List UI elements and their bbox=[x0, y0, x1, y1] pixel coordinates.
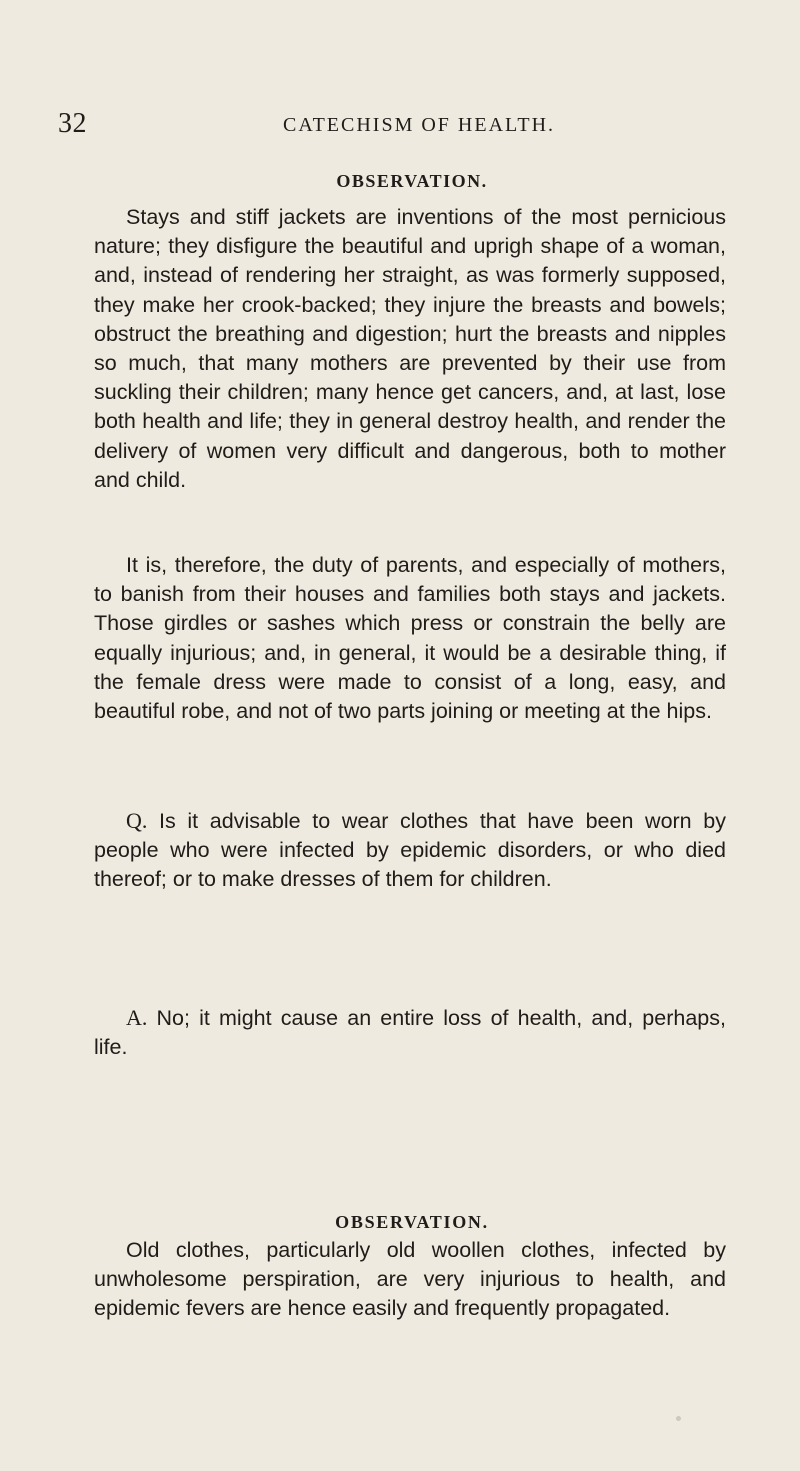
answer-paragraph bbox=[94, 1003, 726, 1062]
answer-text: No; it might cause an entire loss of health, and, perhaps, life. bbox=[94, 1006, 726, 1060]
page-number: 32 bbox=[58, 108, 87, 139]
paper-speck bbox=[676, 1416, 681, 1421]
observation-heading: OBSERVATION. bbox=[335, 1212, 489, 1232]
observation-paragraph: It is, therefore, the duty of parents, and especially of mothers, to banish from their houses and families both stays and jackets. Those girdles or sashes which press or constrain the belly are equally injurious; and, in general, it would be a desirable thing, if the female dress were made to consist of a long, easy, and beautiful robe, and not of two parts joining or meeting at the hips. bbox=[94, 553, 726, 724]
answer-label: A. bbox=[126, 1005, 148, 1030]
observation-heading: OBSERVATION. bbox=[336, 171, 488, 191]
question-label: Q. bbox=[126, 808, 148, 833]
question-paragraph bbox=[94, 806, 726, 895]
observation-paragraph: Old clothes, particularly old woollen clothes, infected by unwholesome perspiration, are very injurious to health, and epidemic fevers are hence easily and frequently propagated. bbox=[94, 1238, 726, 1321]
running-head: CATECHISM OF HEALTH. bbox=[283, 114, 556, 136]
question-text: Is it advisable to wear clothes that have been worn by people who were infected by epidemic disorders, or who died thereof; or to make dresses of them for children. bbox=[94, 809, 726, 892]
observation-paragraph: Stays and stiff jackets are inventions of the most pernicious nature; they disfigure the beautiful and uprigh shape of a woman, and, instead of rendering her straight, as was formerly supposed, they make her crook-backed; they injure the breasts and bowels; obstruct the breathing and digestion; hurt the breasts and nipples so much, that many mothers are prevented by their use from suckling their children; many hence get cancers, and, at last, lose both health and life; they in general destroy health, and render the delivery of women very difficult and dangerous, both to mother and child. bbox=[94, 205, 726, 492]
